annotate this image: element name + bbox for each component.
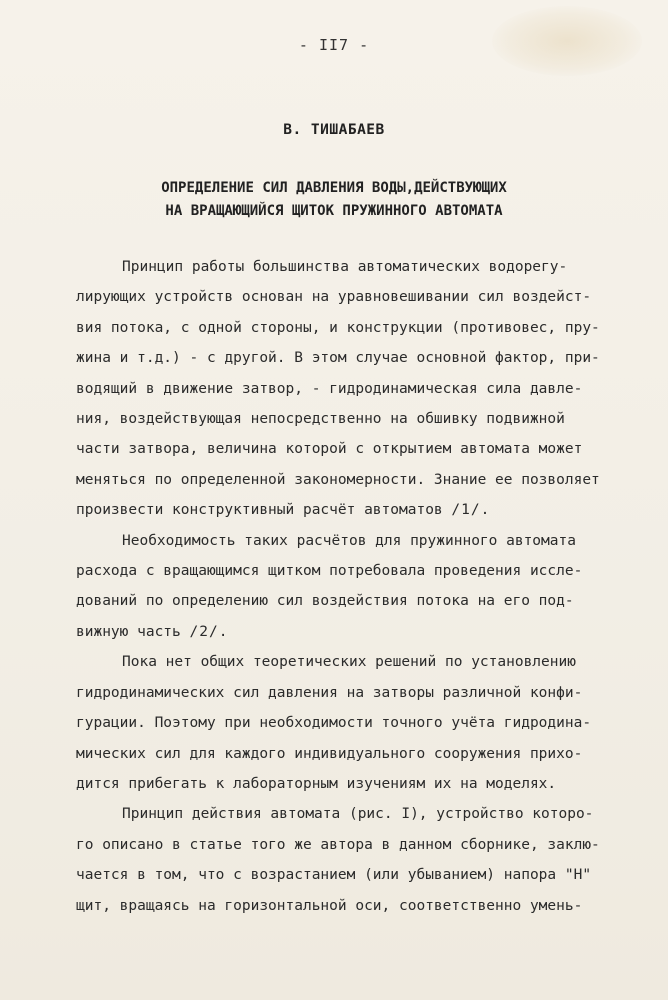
text-line: вия потока, с одной стороны, и конструкции (противовес, пру- bbox=[76, 319, 600, 336]
text-line: Принцип работы большинства автоматических водорегу- bbox=[122, 259, 568, 275]
text-line: меняться по определенной закономерности. Знание ее позволяет bbox=[76, 471, 600, 488]
title-line: ОПРЕДЕЛЕНИЕ СИЛ ДАВЛЕНИЯ ВОДЫ,ДЕЙСТВУЮЩИХ bbox=[161, 180, 507, 196]
text-line: Необходимость таких расчётов для пружинного автомата bbox=[122, 532, 576, 549]
text-line: гурации. Поэтому при необходимости точного учёта гидродина- bbox=[76, 715, 592, 732]
text-line: расхода с вращающимся щитком потребовала проведения иссле- bbox=[76, 563, 583, 580]
text-line: щит, вращаясь на горизонтальной оси, соответственно умень- bbox=[76, 897, 583, 914]
article-title bbox=[0, 177, 668, 223]
author-name: В. ТИШАБАЕВ bbox=[283, 122, 385, 138]
text-line: чается в том, что с возрастанием (или убыванием) напора "H" bbox=[76, 867, 592, 884]
text-line: лирующих устройств основан на уравновешивании сил воздейст- bbox=[76, 289, 592, 306]
text-line: Принцип действия автомата (рис. I), устройство которо- bbox=[122, 806, 594, 823]
text-line: дится прибегать к лабораторным изучениям их на моделях. bbox=[76, 775, 557, 792]
page-number: - II7 - bbox=[298, 36, 370, 54]
text-line: мических сил для каждого индивидуального сооружения прихо- bbox=[76, 745, 583, 762]
text-line bbox=[76, 495, 646, 525]
text-line: го описано в статье того же автора в данном сборнике, заклю- bbox=[76, 836, 600, 853]
text-line: ния, воздействующая непосредственно на обшивку подвижной bbox=[76, 411, 565, 428]
text-segment: вижную часть bbox=[76, 623, 181, 640]
text-line bbox=[76, 617, 646, 647]
text-line: части затвора, величина которой с открытием автомата может bbox=[76, 441, 583, 458]
title-line: НА ВРАЩАЮЩИЙСЯ ЩИТОК ПРУЖИННОГО АВТОМАТА bbox=[165, 203, 503, 219]
reference-marker: /2/. bbox=[189, 623, 229, 640]
text-line: Пока нет общих теоретических решений по установлению bbox=[122, 654, 576, 671]
text-segment: произвести конструктивный расчёт автоматов bbox=[76, 502, 443, 519]
text-line: водящий в движение затвор, - гидродинамическая сила давле- bbox=[76, 380, 583, 397]
text-line: жина и т.д.) - с другой. В этом случае основной фактор, при- bbox=[76, 350, 600, 367]
text-line: дований по определению сил воздействия потока на его под- bbox=[76, 593, 574, 610]
text-line: гидродинамических сил давления на затворы различной конфи- bbox=[76, 684, 583, 701]
body-text bbox=[76, 252, 646, 921]
reference-marker: /1/. bbox=[451, 502, 491, 519]
